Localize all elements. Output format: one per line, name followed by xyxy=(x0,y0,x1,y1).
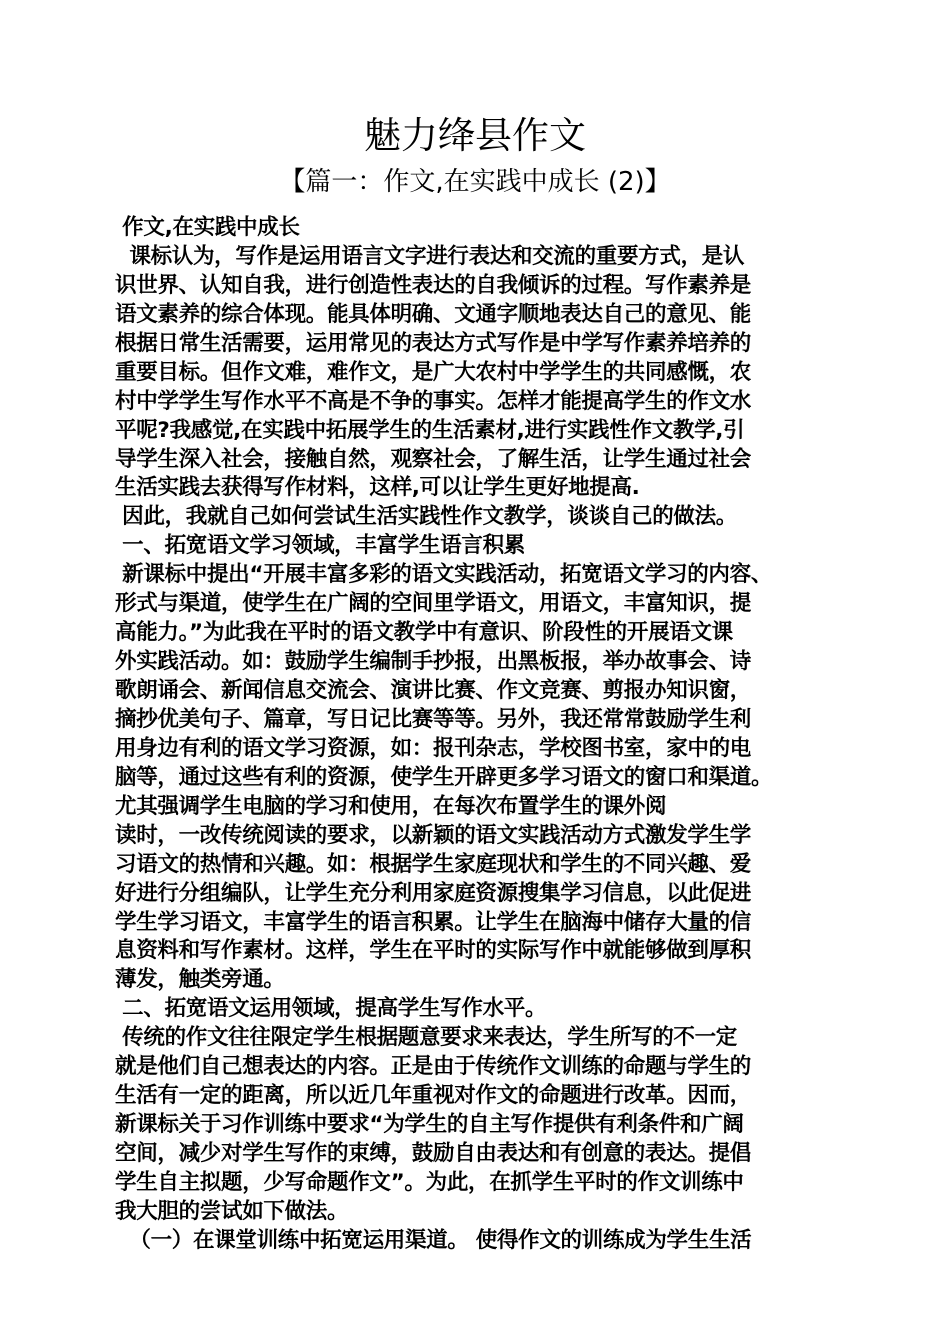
body-line: 二、拓宽语文运用领域，提高学生写作水平。 xyxy=(115,996,547,1022)
body-line: 根据日常生活需要，运用常见的表达方式写作是中学写作素养培养的 xyxy=(115,330,752,356)
body-line: 村中学学生写作水平不高是不争的事实。怎样才能提高学生的作文水 xyxy=(115,388,752,414)
body-line: 息资料和写作素材。这样，学生在平时的实际写作中就能够做到厚积 xyxy=(115,938,752,964)
body-line: （一）在课堂训练中拓宽运用渠道。 使得作文的训练成为学生生活 xyxy=(115,1227,752,1253)
body-line: 外实践活动。如：鼓励学生编制手抄报，出黑板报，举办故事会、诗 xyxy=(115,649,752,675)
body-line: 我大胆的尝试如下做法。 xyxy=(115,1198,349,1224)
body-line: 重要目标。但作文难，难作文，是广大农村中学学生的共同感慨，农 xyxy=(115,359,752,385)
body-line: 新课标中提出“开展丰富多彩的语文实践活动，拓宽语文学习的内容、 xyxy=(115,562,773,588)
document-title: 魅力绛县作文 xyxy=(364,114,586,157)
body-line: 导学生深入社会，接触自然，观察社会，了解生活，让学生通过社会 xyxy=(115,446,752,472)
body-line: 歌朗诵会、新闻信息交流会、演讲比赛、作文竞赛、剪报办知识窗， xyxy=(115,678,752,703)
body-line: 摘抄优美句子、篇章，写日记比赛等等。另外，我还常常鼓励学生利 xyxy=(115,706,752,732)
body-line: 学生学习语文，丰富学生的语言积累。让学生在脑海中储存大量的信 xyxy=(115,909,752,935)
body-line: 脑等，通过这些有利的资源，使学生开辟更多学习语文的窗口和渠道。 xyxy=(115,764,773,790)
body-line: 新课标关于习作训练中要求“为学生的自主写作提供有利条件和广阔 xyxy=(115,1112,744,1138)
body-line: 读时，一改传统阅读的要求，以新颖的语文实践活动方式激发学生学 xyxy=(115,822,752,848)
body-line: 薄发，触类旁通。 xyxy=(115,967,285,993)
body-line: 平呢?我感觉,在实践中拓展学生的生活素材,进行实践性作文教学,引 xyxy=(115,417,745,443)
body-line: 形式与渠道，使学生在广阔的空间里学语文，用语文，丰富知识，提 xyxy=(115,591,752,617)
body-line: 生活实践去获得写作材料，这样,可以让学生更好地提高. xyxy=(115,475,640,501)
body-line: 传统的作文往往限定学生根据题意要求来表达，学生所写的不一定 xyxy=(115,1025,737,1051)
body-line: 语文素养的综合体现。能具体明确、文通字顺地表达自己的意见、能 xyxy=(115,301,752,327)
body-line: 因此，我就自己如何尝试生活实践性作文教学，谈谈自己的做法。 xyxy=(115,504,737,530)
body-line: 作文,在实践中成长 xyxy=(115,215,300,240)
body-line: 好进行分组编队，让学生充分利用家庭资源搜集学习信息，以此促进 xyxy=(115,880,752,906)
body-line: 识世界、认知自我，进行创造性表达的自我倾诉的过程。写作素养是 xyxy=(115,272,752,298)
document-body xyxy=(115,214,840,1256)
body-line: 就是他们自己想表达的内容。正是由于传统作文训练的命题与学生的 xyxy=(115,1054,752,1080)
document-subtitle: 【篇一：作文,在实践中成长 (2)】 xyxy=(279,167,671,197)
body-line: 高能力。”为此我在平时的语文教学中有意识、阶段性的开展语文课 xyxy=(115,620,733,646)
body-line: 学生自主拟题，少写命题作文”。为此，在抓学生平时的作文训练中 xyxy=(115,1169,744,1195)
body-line: 用身边有利的语文学习资源，如：报刊杂志，学校图书室，家中的电 xyxy=(115,735,752,761)
body-line: 空间，减少对学生写作的束缚，鼓励自由表达和有创意的表达。提倡 xyxy=(115,1141,752,1166)
body-line: 课标认为，写作是运用语言文字进行表达和交流的重要方式，是认 xyxy=(115,243,745,269)
body-line: 尤其强调学生电脑的学习和使用，在每次布置学生的课外阅 xyxy=(115,793,667,819)
body-line: 生活有一定的距离，所以近几年重视对作文的命题进行改革。因而， xyxy=(115,1083,752,1109)
body-line: 习语文的热情和兴趣。如：根据学生家庭现状和学生的不同兴趣、爱 xyxy=(115,851,752,877)
body-line: 一、拓宽语文学习领域，丰富学生语言积累 xyxy=(115,533,525,559)
